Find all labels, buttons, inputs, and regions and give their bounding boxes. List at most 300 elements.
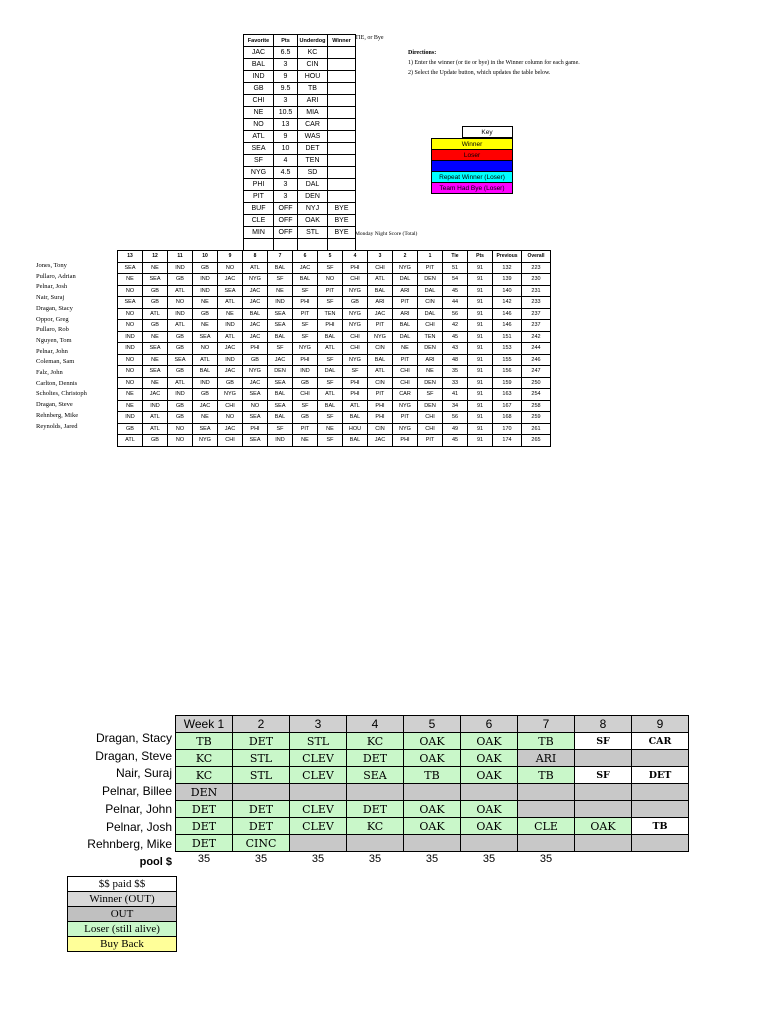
spread-row [244, 83, 356, 95]
survivor-pick-cell [632, 750, 689, 767]
pick-cell: PIT [393, 412, 418, 424]
pick-cell: ARI [368, 297, 393, 309]
pool-amount: 35 [368, 853, 382, 865]
picks-header-cell: 1 [418, 251, 443, 263]
pick-cell: PHI [243, 423, 268, 435]
pick-cell: NE [318, 423, 343, 435]
survivor-pick-cell: OAK [461, 767, 518, 784]
favorite-cell: CLE [244, 215, 274, 227]
picks-table [117, 250, 551, 447]
pool-amount: 35 [311, 853, 325, 865]
pick-cell: IND [293, 366, 318, 378]
legend-item: Winner (OUT) [68, 892, 177, 907]
pick-cell: GB [293, 377, 318, 389]
pick-cell: PIT [318, 285, 343, 297]
picks-header-cell: Pts [468, 251, 493, 263]
pick-cell: 174 [493, 435, 522, 447]
survivor-pick-cell: TB [404, 767, 461, 784]
pick-cell: GB [118, 423, 143, 435]
pick-cell: SF [318, 377, 343, 389]
pick-cell: 233 [522, 297, 551, 309]
favorite-cell [244, 239, 274, 251]
pick-cell: TEN [418, 331, 443, 343]
survivor-pick-cell: OAK [575, 818, 632, 835]
pick-cell: ATL [143, 423, 168, 435]
survivor-pick-cell: CINC [233, 835, 290, 852]
pick-cell: IND [268, 297, 293, 309]
survivor-row [176, 835, 689, 852]
pick-cell: 261 [522, 423, 551, 435]
picks-header-cell: 10 [193, 251, 218, 263]
survivor-player-name: Dragan, Steve [95, 748, 172, 763]
picks-row [118, 262, 551, 274]
pick-cell: 159 [493, 377, 522, 389]
pick-cell: SEA [243, 389, 268, 401]
picks-header-cell: 7 [268, 251, 293, 263]
picks-header-cell: 6 [293, 251, 318, 263]
picks-header-cell: 12 [143, 251, 168, 263]
survivor-week-header: 4 [347, 716, 404, 733]
winner-cell[interactable] [328, 83, 356, 95]
pick-cell: PHI [343, 262, 368, 274]
pick-cell: NE [143, 377, 168, 389]
pick-cell: 170 [493, 423, 522, 435]
pick-cell: SF [293, 400, 318, 412]
winner-cell[interactable] [328, 179, 356, 191]
pick-cell: PIT [368, 389, 393, 401]
survivor-pick-cell: STL [233, 750, 290, 767]
pool-row [176, 852, 689, 867]
favorite-cell: SF [244, 155, 274, 167]
favorite-cell: BUF [244, 203, 274, 215]
pick-cell: 242 [522, 331, 551, 343]
directions [408, 48, 580, 78]
pick-cell: SF [293, 320, 318, 332]
pick-cell: 146 [493, 320, 522, 332]
pick-cell: GB [193, 308, 218, 320]
player-name: Nguyen, Tom [36, 336, 72, 344]
pick-cell: 43 [443, 343, 468, 355]
pick-cell: ATL [243, 262, 268, 274]
pick-cell: DAL [393, 331, 418, 343]
pick-cell: ATL [343, 400, 368, 412]
survivor-pick-cell: DET [632, 767, 689, 784]
pick-cell: SF [268, 343, 293, 355]
survivor-pick-cell: CLEV [290, 750, 347, 767]
favorite-cell: PHI [244, 179, 274, 191]
pick-cell: GB [143, 320, 168, 332]
underdog-cell: SD [298, 167, 328, 179]
survivor-pick-cell: OAK [404, 801, 461, 818]
underdog-cell: HOU [298, 71, 328, 83]
pick-cell: DAL [418, 285, 443, 297]
picks-header-cell: 4 [343, 251, 368, 263]
winner-cell[interactable]: BYE [328, 227, 356, 239]
underdog-cell: OAK [298, 215, 328, 227]
pool-amount: 35 [197, 853, 211, 865]
pick-cell: PHI [343, 389, 368, 401]
pick-cell: JAC [243, 331, 268, 343]
pick-cell: ATL [118, 435, 143, 447]
underdog-cell: DAL [298, 179, 328, 191]
pick-cell: PHI [393, 435, 418, 447]
pick-cell: JAC [243, 320, 268, 332]
picks-header-cell: 8 [243, 251, 268, 263]
pick-cell: 259 [522, 412, 551, 424]
survivor-pick-cell: DET [347, 801, 404, 818]
pick-cell: GB [243, 354, 268, 366]
pick-cell: TEN [318, 308, 343, 320]
winner-cell[interactable]: BYE [328, 203, 356, 215]
pick-cell: NYG [393, 400, 418, 412]
pick-cell: NYG [218, 389, 243, 401]
pick-cell: BAL [343, 412, 368, 424]
winner-cell[interactable] [328, 95, 356, 107]
legend-item: Loser (still alive) [68, 922, 177, 937]
pick-cell: SEA [268, 308, 293, 320]
pick-cell: GB [168, 331, 193, 343]
favorite-cell: SEA [244, 143, 274, 155]
pick-cell: SEA [168, 354, 193, 366]
pick-cell: PIT [393, 297, 418, 309]
survivor-table [175, 715, 689, 866]
pick-cell: PIT [393, 354, 418, 366]
winner-cell[interactable] [328, 47, 356, 59]
pick-cell: JAC [243, 377, 268, 389]
survivor-pick-cell: KC [347, 733, 404, 750]
directions-line: 1) Enter the winner (or tie or bye) in the Winner column for each game. [408, 60, 580, 66]
spread-row [244, 179, 356, 191]
winner-cell[interactable] [328, 167, 356, 179]
pick-cell: IND [118, 412, 143, 424]
pick-cell: NYG [393, 423, 418, 435]
header-favorite: Favorite [244, 35, 274, 47]
pick-cell: PIT [293, 308, 318, 320]
survivor-pick-cell: KC [347, 818, 404, 835]
pick-cell: ATL [368, 274, 393, 286]
survivor-pick-cell: TB [632, 818, 689, 835]
pick-cell: NE [418, 366, 443, 378]
favorite-cell: CHI [244, 95, 274, 107]
pick-cell: 153 [493, 343, 522, 355]
points-cell: 3 [274, 59, 298, 71]
pick-cell: 91 [468, 412, 493, 424]
picks-row [118, 343, 551, 355]
pool-label: pool $ [139, 855, 172, 868]
winner-cell[interactable]: BYE [328, 215, 356, 227]
pick-cell: NYG [343, 308, 368, 320]
favorite-cell: JAC [244, 47, 274, 59]
pick-cell: IND [168, 389, 193, 401]
picks-row [118, 274, 551, 286]
winner-cell[interactable] [328, 119, 356, 131]
pick-cell: JAC [218, 343, 243, 355]
key-title: Key [462, 127, 512, 138]
winner-cell[interactable] [328, 239, 356, 251]
underdog-cell: CAR [298, 119, 328, 131]
pick-cell: NE [118, 389, 143, 401]
favorite-cell: ATL [244, 131, 274, 143]
spread-row [244, 143, 356, 155]
pick-cell: SF [268, 423, 293, 435]
pool-amount: 35 [254, 853, 268, 865]
survivor-pick-cell: OAK [404, 750, 461, 767]
survivor-player-name: Nair, Suraj [115, 766, 172, 781]
pick-cell: BAL [393, 320, 418, 332]
picks-header-cell: 2 [393, 251, 418, 263]
points-cell: 9.5 [274, 83, 298, 95]
winner-cell[interactable] [328, 191, 356, 203]
pick-cell: IND [218, 320, 243, 332]
player-name-list [36, 261, 87, 432]
survivor-week-header: 8 [575, 716, 632, 733]
pick-cell: JAC [243, 285, 268, 297]
survivor-pick-cell: CAR [632, 733, 689, 750]
survivor-pick-cell [575, 784, 632, 801]
survivor-pick-cell [575, 835, 632, 852]
survivor-pick-cell: STL [290, 733, 347, 750]
pick-cell: JAC [368, 308, 393, 320]
pick-cell: BAL [268, 389, 293, 401]
pick-cell: 44 [443, 297, 468, 309]
points-cell: OFF [274, 215, 298, 227]
picks-header-cell: 5 [318, 251, 343, 263]
pick-cell: 42 [443, 320, 468, 332]
underdog-cell: NYJ [298, 203, 328, 215]
player-name: Oppor, Greg [36, 315, 69, 323]
survivor-pick-cell: DET [347, 750, 404, 767]
survivor-pick-cell: STL [233, 767, 290, 784]
pick-cell: 49 [443, 423, 468, 435]
pick-cell: IND [268, 435, 293, 447]
player-name: Rehnberg, Mike [36, 411, 79, 419]
points-cell: 13 [274, 119, 298, 131]
pick-cell: NE [293, 435, 318, 447]
spread-row [244, 107, 356, 119]
survivor-week-header: 7 [518, 716, 575, 733]
underdog-cell: ARI [298, 95, 328, 107]
points-cell: 3 [274, 191, 298, 203]
survivor-pick-cell: TB [176, 733, 233, 750]
underdog-cell: TB [298, 83, 328, 95]
pick-cell: SEA [143, 366, 168, 378]
survivor-pick-cell: TB [518, 733, 575, 750]
player-name: Dragan, Stacy [36, 304, 73, 312]
underdog-cell: MIA [298, 107, 328, 119]
survivor-player-name: Rehnberg, Mike [87, 837, 172, 852]
underdog-cell: KC [298, 47, 328, 59]
pick-cell: NO [118, 285, 143, 297]
player-name: Carlton, Dennis [36, 379, 78, 387]
survivor-pick-cell: OAK [461, 733, 518, 750]
survivor-row [176, 784, 689, 801]
survivor-week-header: 3 [290, 716, 347, 733]
pick-cell: NYG [243, 366, 268, 378]
survivor-week-header: 5 [404, 716, 461, 733]
pick-cell: JAC [193, 400, 218, 412]
pick-cell: NO [118, 354, 143, 366]
favorite-cell: NE [244, 107, 274, 119]
survivor-pick-cell: OAK [461, 818, 518, 835]
pick-cell: BAL [193, 366, 218, 378]
pick-cell: BAL [268, 412, 293, 424]
pick-cell: NYG [343, 354, 368, 366]
pick-cell: JAC [293, 262, 318, 274]
pick-cell: NYG [193, 435, 218, 447]
pick-cell: ATL [193, 354, 218, 366]
pick-cell: DAL [418, 308, 443, 320]
pick-cell: SEA [193, 423, 218, 435]
pick-cell: PHI [293, 297, 318, 309]
pick-cell: 142 [493, 297, 522, 309]
pick-cell: NO [193, 343, 218, 355]
picks-header-cell: 3 [368, 251, 393, 263]
pick-cell: JAC [218, 274, 243, 286]
pick-cell: PIT [368, 320, 393, 332]
picks-header-cell: Previous [493, 251, 522, 263]
pick-cell: 91 [468, 262, 493, 274]
pick-cell: SF [418, 389, 443, 401]
pick-cell: NYG [343, 320, 368, 332]
pick-cell: SEA [118, 297, 143, 309]
survivor-pick-cell [632, 784, 689, 801]
pick-cell: SEA [268, 377, 293, 389]
pick-cell: SEA [268, 400, 293, 412]
winner-cell[interactable] [328, 131, 356, 143]
player-name: Pullaro, Adrian [36, 272, 76, 280]
pick-cell: 91 [468, 377, 493, 389]
spread-row [244, 95, 356, 107]
pick-cell: IND [193, 274, 218, 286]
pick-cell: NYG [393, 262, 418, 274]
winner-cell[interactable] [328, 59, 356, 71]
pick-cell: GB [168, 274, 193, 286]
pick-cell: GB [293, 412, 318, 424]
pick-cell: CHI [343, 331, 368, 343]
survivor-pick-cell: KC [176, 750, 233, 767]
header-points: Pts [274, 35, 298, 47]
pick-cell: ATL [218, 297, 243, 309]
points-cell: 10 [274, 143, 298, 155]
pick-cell: GB [193, 262, 218, 274]
pick-cell: PIT [418, 262, 443, 274]
pick-cell: CHI [343, 274, 368, 286]
pick-cell: CAR [393, 389, 418, 401]
pick-cell: 91 [468, 389, 493, 401]
pick-cell: BAL [293, 274, 318, 286]
favorite-cell: IND [244, 71, 274, 83]
pick-cell: GB [218, 377, 243, 389]
winner-cell[interactable] [328, 143, 356, 155]
survivor-pick-cell: DET [176, 818, 233, 835]
winner-cell[interactable] [328, 71, 356, 83]
pick-cell: 254 [522, 389, 551, 401]
pick-cell: NO [118, 366, 143, 378]
picks-header-cell: Tie [443, 251, 468, 263]
spread-row [244, 119, 356, 131]
pick-cell: GB [168, 366, 193, 378]
header-winner: Winner [328, 35, 356, 47]
pick-cell: CHI [218, 400, 243, 412]
pick-cell: NE [143, 262, 168, 274]
survivor-week-header: 2 [233, 716, 290, 733]
pick-cell: GB [143, 435, 168, 447]
winner-cell[interactable] [328, 107, 356, 119]
pick-cell: GB [143, 297, 168, 309]
directions-title: Directions: [408, 50, 437, 56]
survivor-pick-cell: KC [176, 767, 233, 784]
pick-cell: ATL [368, 366, 393, 378]
survivor-pick-cell: TB [518, 767, 575, 784]
player-name: Pullaro, Rob [36, 326, 69, 334]
player-name: Coleman, Sam [36, 358, 75, 366]
points-cell: 3 [274, 179, 298, 191]
pick-cell: 155 [493, 354, 522, 366]
favorite-cell: BAL [244, 59, 274, 71]
pick-cell: ATL [218, 331, 243, 343]
pick-cell: NYG [343, 285, 368, 297]
player-name: Nair, Suraj [36, 294, 65, 302]
survivor-pick-cell: CLE [518, 818, 575, 835]
pick-cell: CHI [368, 262, 393, 274]
pick-cell: ARI [393, 285, 418, 297]
survivor-pick-cell: DET [176, 801, 233, 818]
pick-cell: 163 [493, 389, 522, 401]
survivor-pick-cell: DET [233, 818, 290, 835]
pick-cell: 231 [522, 285, 551, 297]
picks-row [118, 354, 551, 366]
pick-cell: BAL [343, 435, 368, 447]
spread-row [244, 71, 356, 83]
pick-cell: 56 [443, 412, 468, 424]
pick-cell: NE [218, 308, 243, 320]
spread-row [244, 227, 356, 239]
legend-item: OUT [68, 907, 177, 922]
pick-cell: IND [143, 400, 168, 412]
pick-cell: NYG [243, 274, 268, 286]
points-cell: 9 [274, 131, 298, 143]
pick-cell: BAL [318, 400, 343, 412]
pick-cell: CIN [368, 343, 393, 355]
favorite-cell: GB [244, 83, 274, 95]
spread-row [244, 47, 356, 59]
spread-row [244, 203, 356, 215]
picks-header-cell: 11 [168, 251, 193, 263]
pick-cell: 91 [468, 435, 493, 447]
pick-cell: IND [118, 343, 143, 355]
survivor-row [176, 818, 689, 835]
survivor-pick-cell: OAK [461, 750, 518, 767]
pick-cell: DAL [393, 274, 418, 286]
picks-row [118, 400, 551, 412]
player-name: Dragan, Steve [36, 401, 73, 409]
winner-cell[interactable] [328, 155, 356, 167]
pick-cell: DEN [268, 366, 293, 378]
pick-cell: 237 [522, 308, 551, 320]
pick-cell: CHI [418, 412, 443, 424]
pick-cell: PHI [243, 343, 268, 355]
pick-cell: BAL [268, 331, 293, 343]
pick-cell: IND [193, 377, 218, 389]
pick-cell: NE [143, 354, 168, 366]
survivor-pick-cell: OAK [461, 801, 518, 818]
pick-cell: 91 [468, 423, 493, 435]
pick-cell: JAC [218, 366, 243, 378]
pick-cell: GB [168, 412, 193, 424]
pick-cell: CHI [418, 423, 443, 435]
pick-cell: ATL [168, 377, 193, 389]
pick-cell: 91 [468, 366, 493, 378]
